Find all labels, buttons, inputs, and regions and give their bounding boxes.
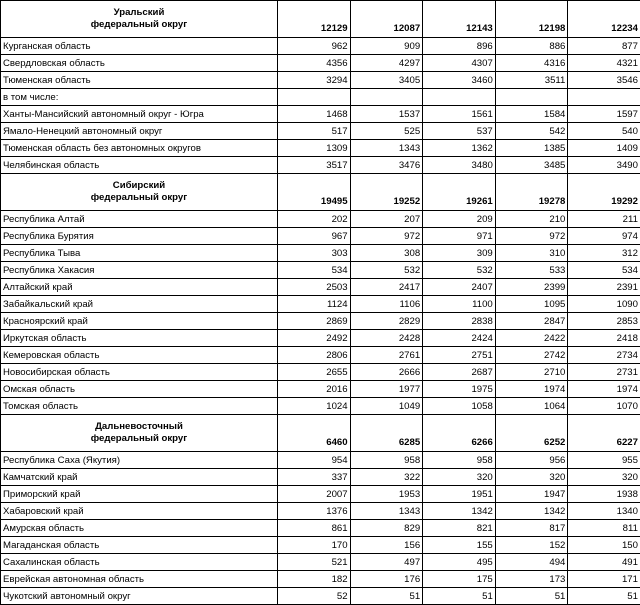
value-cell: 532: [423, 262, 496, 279]
value-cell: 2492: [278, 330, 351, 347]
subheading-row: [1, 89, 640, 106]
value-cell: 209: [423, 211, 496, 228]
value-cell: 155: [423, 537, 496, 554]
value-cell: 542: [495, 123, 568, 140]
value-cell: 877: [568, 38, 640, 55]
subheading-label: в том числе:: [1, 89, 278, 106]
value-cell: 2424: [423, 330, 496, 347]
table-row: [1, 486, 640, 503]
district-name: [1, 415, 278, 452]
region-name: Курганская область: [1, 38, 278, 55]
value-cell: 1342: [423, 503, 496, 520]
district-name-line1: Сибирский: [113, 180, 165, 191]
district-total-cell: 12087: [350, 1, 423, 38]
value-cell: 1343: [350, 140, 423, 157]
value-cell: 1362: [423, 140, 496, 157]
district-total-cell: 12198: [495, 1, 568, 38]
value-cell: 1343: [350, 503, 423, 520]
value-cell: 2655: [278, 364, 351, 381]
district-total-cell: 12143: [423, 1, 496, 38]
region-name: Амурская область: [1, 520, 278, 537]
table-row: [1, 38, 640, 55]
value-cell: 4321: [568, 55, 640, 72]
value-cell: 534: [278, 262, 351, 279]
table-row: [1, 503, 640, 520]
value-cell: 2007: [278, 486, 351, 503]
region-name: Республика Хакасия: [1, 262, 278, 279]
value-cell: 494: [495, 554, 568, 571]
district-row: [1, 1, 640, 38]
district-total-cell: 19278: [495, 174, 568, 211]
value-cell: 1537: [350, 106, 423, 123]
table-row: [1, 211, 640, 228]
value-cell: 2399: [495, 279, 568, 296]
value-cell: 171: [568, 571, 640, 588]
value-cell: 2503: [278, 279, 351, 296]
region-name: Ямало-Ненецкий автономный округ: [1, 123, 278, 140]
table-row: [1, 279, 640, 296]
value-cell: 1977: [350, 381, 423, 398]
district-name-line2: федеральный округ: [91, 192, 188, 203]
region-name: Омская область: [1, 381, 278, 398]
value-cell: 1340: [568, 503, 640, 520]
empty-cell: [568, 89, 640, 106]
table-row: [1, 381, 640, 398]
region-name: Новосибирская область: [1, 364, 278, 381]
district-total-cell: 12129: [278, 1, 351, 38]
value-cell: 2391: [568, 279, 640, 296]
value-cell: 958: [423, 452, 496, 469]
value-cell: 521: [278, 554, 351, 571]
region-name: Еврейская автономная область: [1, 571, 278, 588]
value-cell: 1095: [495, 296, 568, 313]
value-cell: 972: [350, 228, 423, 245]
value-cell: 152: [495, 537, 568, 554]
value-cell: 533: [495, 262, 568, 279]
region-name: Чукотский автономный округ: [1, 588, 278, 605]
value-cell: 1070: [568, 398, 640, 415]
table-row: [1, 157, 640, 174]
district-name-line1: Уральский: [114, 7, 165, 18]
value-cell: 156: [350, 537, 423, 554]
table-row: [1, 106, 640, 123]
value-cell: 51: [423, 588, 496, 605]
value-cell: 2853: [568, 313, 640, 330]
value-cell: 491: [568, 554, 640, 571]
value-cell: 3490: [568, 157, 640, 174]
value-cell: 51: [568, 588, 640, 605]
region-name: Иркутская область: [1, 330, 278, 347]
value-cell: 1468: [278, 106, 351, 123]
region-name: Томская область: [1, 398, 278, 415]
value-cell: 4356: [278, 55, 351, 72]
value-cell: 2869: [278, 313, 351, 330]
table-row: [1, 364, 640, 381]
value-cell: 1342: [495, 503, 568, 520]
district-total-cell: 19495: [278, 174, 351, 211]
value-cell: 1597: [568, 106, 640, 123]
region-name: Республика Саха (Якутия): [1, 452, 278, 469]
region-name: Республика Алтай: [1, 211, 278, 228]
district-total-cell: 6266: [423, 415, 496, 452]
value-cell: 811: [568, 520, 640, 537]
table-row: [1, 262, 640, 279]
region-name: Забайкальский край: [1, 296, 278, 313]
empty-cell: [350, 89, 423, 106]
table-row: [1, 123, 640, 140]
value-cell: 1024: [278, 398, 351, 415]
district-name: [1, 1, 278, 38]
table-row: [1, 313, 640, 330]
value-cell: 2418: [568, 330, 640, 347]
table-row: [1, 228, 640, 245]
region-name: Магаданская область: [1, 537, 278, 554]
value-cell: 207: [350, 211, 423, 228]
value-cell: 958: [350, 452, 423, 469]
table-row: [1, 398, 640, 415]
value-cell: 2016: [278, 381, 351, 398]
value-cell: 1975: [423, 381, 496, 398]
empty-cell: [495, 89, 568, 106]
value-cell: 3480: [423, 157, 496, 174]
region-name: Приморский край: [1, 486, 278, 503]
empty-cell: [423, 89, 496, 106]
value-cell: 320: [423, 469, 496, 486]
value-cell: 1064: [495, 398, 568, 415]
value-cell: 967: [278, 228, 351, 245]
table-row: [1, 469, 640, 486]
value-cell: 861: [278, 520, 351, 537]
district-total-cell: 6252: [495, 415, 568, 452]
value-cell: 322: [350, 469, 423, 486]
district-name-line1: Дальневосточный: [95, 421, 183, 432]
value-cell: 1938: [568, 486, 640, 503]
value-cell: 337: [278, 469, 351, 486]
region-name: Свердловская область: [1, 55, 278, 72]
value-cell: 1561: [423, 106, 496, 123]
value-cell: 2417: [350, 279, 423, 296]
district-total-cell: 6227: [568, 415, 640, 452]
table-row: [1, 296, 640, 313]
value-cell: 495: [423, 554, 496, 571]
value-cell: 2666: [350, 364, 423, 381]
value-cell: 2806: [278, 347, 351, 364]
region-name: Кемеровская область: [1, 347, 278, 364]
value-cell: 955: [568, 452, 640, 469]
region-name: Тюменская область: [1, 72, 278, 89]
value-cell: 210: [495, 211, 568, 228]
region-name: Республика Бурятия: [1, 228, 278, 245]
region-name: Хабаровский край: [1, 503, 278, 520]
table-row: [1, 537, 640, 554]
value-cell: 3511: [495, 72, 568, 89]
region-name: Челябинская область: [1, 157, 278, 174]
table-row: [1, 330, 640, 347]
value-cell: 4307: [423, 55, 496, 72]
value-cell: 829: [350, 520, 423, 537]
value-cell: 1974: [495, 381, 568, 398]
value-cell: 1409: [568, 140, 640, 157]
value-cell: 1953: [350, 486, 423, 503]
value-cell: 537: [423, 123, 496, 140]
table-row: [1, 588, 640, 605]
table-row: [1, 72, 640, 89]
value-cell: 954: [278, 452, 351, 469]
value-cell: 1100: [423, 296, 496, 313]
value-cell: 532: [350, 262, 423, 279]
table-row: [1, 452, 640, 469]
value-cell: 971: [423, 228, 496, 245]
value-cell: 2838: [423, 313, 496, 330]
region-name: Тюменская область без автономных округов: [1, 140, 278, 157]
value-cell: 2761: [350, 347, 423, 364]
value-cell: 956: [495, 452, 568, 469]
value-cell: 150: [568, 537, 640, 554]
value-cell: 202: [278, 211, 351, 228]
region-name: Сахалинская область: [1, 554, 278, 571]
value-cell: 170: [278, 537, 351, 554]
value-cell: 3405: [350, 72, 423, 89]
value-cell: 211: [568, 211, 640, 228]
value-cell: 886: [495, 38, 568, 55]
value-cell: 2687: [423, 364, 496, 381]
value-cell: 2734: [568, 347, 640, 364]
value-cell: 3476: [350, 157, 423, 174]
region-name: Республика Тыва: [1, 245, 278, 262]
table-row: [1, 55, 640, 72]
table-row: [1, 520, 640, 537]
district-row: [1, 415, 640, 452]
value-cell: 1058: [423, 398, 496, 415]
district-name: [1, 174, 278, 211]
district-name-line2: федеральный округ: [91, 433, 188, 444]
region-name: Алтайский край: [1, 279, 278, 296]
value-cell: 1974: [568, 381, 640, 398]
table-row: [1, 245, 640, 262]
value-cell: 974: [568, 228, 640, 245]
value-cell: 817: [495, 520, 568, 537]
region-name: Красноярский край: [1, 313, 278, 330]
table-row: [1, 554, 640, 571]
value-cell: 3546: [568, 72, 640, 89]
value-cell: 2422: [495, 330, 568, 347]
value-cell: 821: [423, 520, 496, 537]
value-cell: 909: [350, 38, 423, 55]
value-cell: 540: [568, 123, 640, 140]
value-cell: 52: [278, 588, 351, 605]
value-cell: 2751: [423, 347, 496, 364]
value-cell: 1106: [350, 296, 423, 313]
value-cell: 525: [350, 123, 423, 140]
value-cell: 2847: [495, 313, 568, 330]
value-cell: 2742: [495, 347, 568, 364]
value-cell: 51: [350, 588, 423, 605]
value-cell: 1385: [495, 140, 568, 157]
district-total-cell: 19252: [350, 174, 423, 211]
district-total-cell: 6460: [278, 415, 351, 452]
value-cell: 176: [350, 571, 423, 588]
value-cell: 497: [350, 554, 423, 571]
district-row: [1, 174, 640, 211]
value-cell: 320: [568, 469, 640, 486]
table-row: [1, 347, 640, 364]
value-cell: 308: [350, 245, 423, 262]
value-cell: 896: [423, 38, 496, 55]
value-cell: 1584: [495, 106, 568, 123]
value-cell: 4316: [495, 55, 568, 72]
value-cell: 517: [278, 123, 351, 140]
value-cell: 312: [568, 245, 640, 262]
value-cell: 962: [278, 38, 351, 55]
value-cell: 1947: [495, 486, 568, 503]
value-cell: 4297: [350, 55, 423, 72]
value-cell: 309: [423, 245, 496, 262]
value-cell: 1309: [278, 140, 351, 157]
region-name: Камчатский край: [1, 469, 278, 486]
table-body: [1, 1, 640, 605]
value-cell: 3517: [278, 157, 351, 174]
value-cell: 2829: [350, 313, 423, 330]
district-total-cell: 12234: [568, 1, 640, 38]
value-cell: 182: [278, 571, 351, 588]
value-cell: 2731: [568, 364, 640, 381]
district-name-line2: федеральный округ: [91, 19, 188, 30]
value-cell: 2428: [350, 330, 423, 347]
value-cell: 1376: [278, 503, 351, 520]
district-total-cell: 19261: [423, 174, 496, 211]
table-row: [1, 571, 640, 588]
value-cell: 534: [568, 262, 640, 279]
value-cell: 2407: [423, 279, 496, 296]
value-cell: 320: [495, 469, 568, 486]
region-name: Ханты-Мансийский автономный округ - Югра: [1, 106, 278, 123]
value-cell: 3294: [278, 72, 351, 89]
value-cell: 2710: [495, 364, 568, 381]
value-cell: 972: [495, 228, 568, 245]
district-total-cell: 6285: [350, 415, 423, 452]
value-cell: 310: [495, 245, 568, 262]
district-total-cell: 19292: [568, 174, 640, 211]
value-cell: 303: [278, 245, 351, 262]
value-cell: 1124: [278, 296, 351, 313]
value-cell: 3460: [423, 72, 496, 89]
value-cell: 1049: [350, 398, 423, 415]
value-cell: 1090: [568, 296, 640, 313]
value-cell: 173: [495, 571, 568, 588]
empty-cell: [278, 89, 351, 106]
value-cell: 1951: [423, 486, 496, 503]
value-cell: 175: [423, 571, 496, 588]
table-row: [1, 140, 640, 157]
value-cell: 51: [495, 588, 568, 605]
value-cell: 3485: [495, 157, 568, 174]
